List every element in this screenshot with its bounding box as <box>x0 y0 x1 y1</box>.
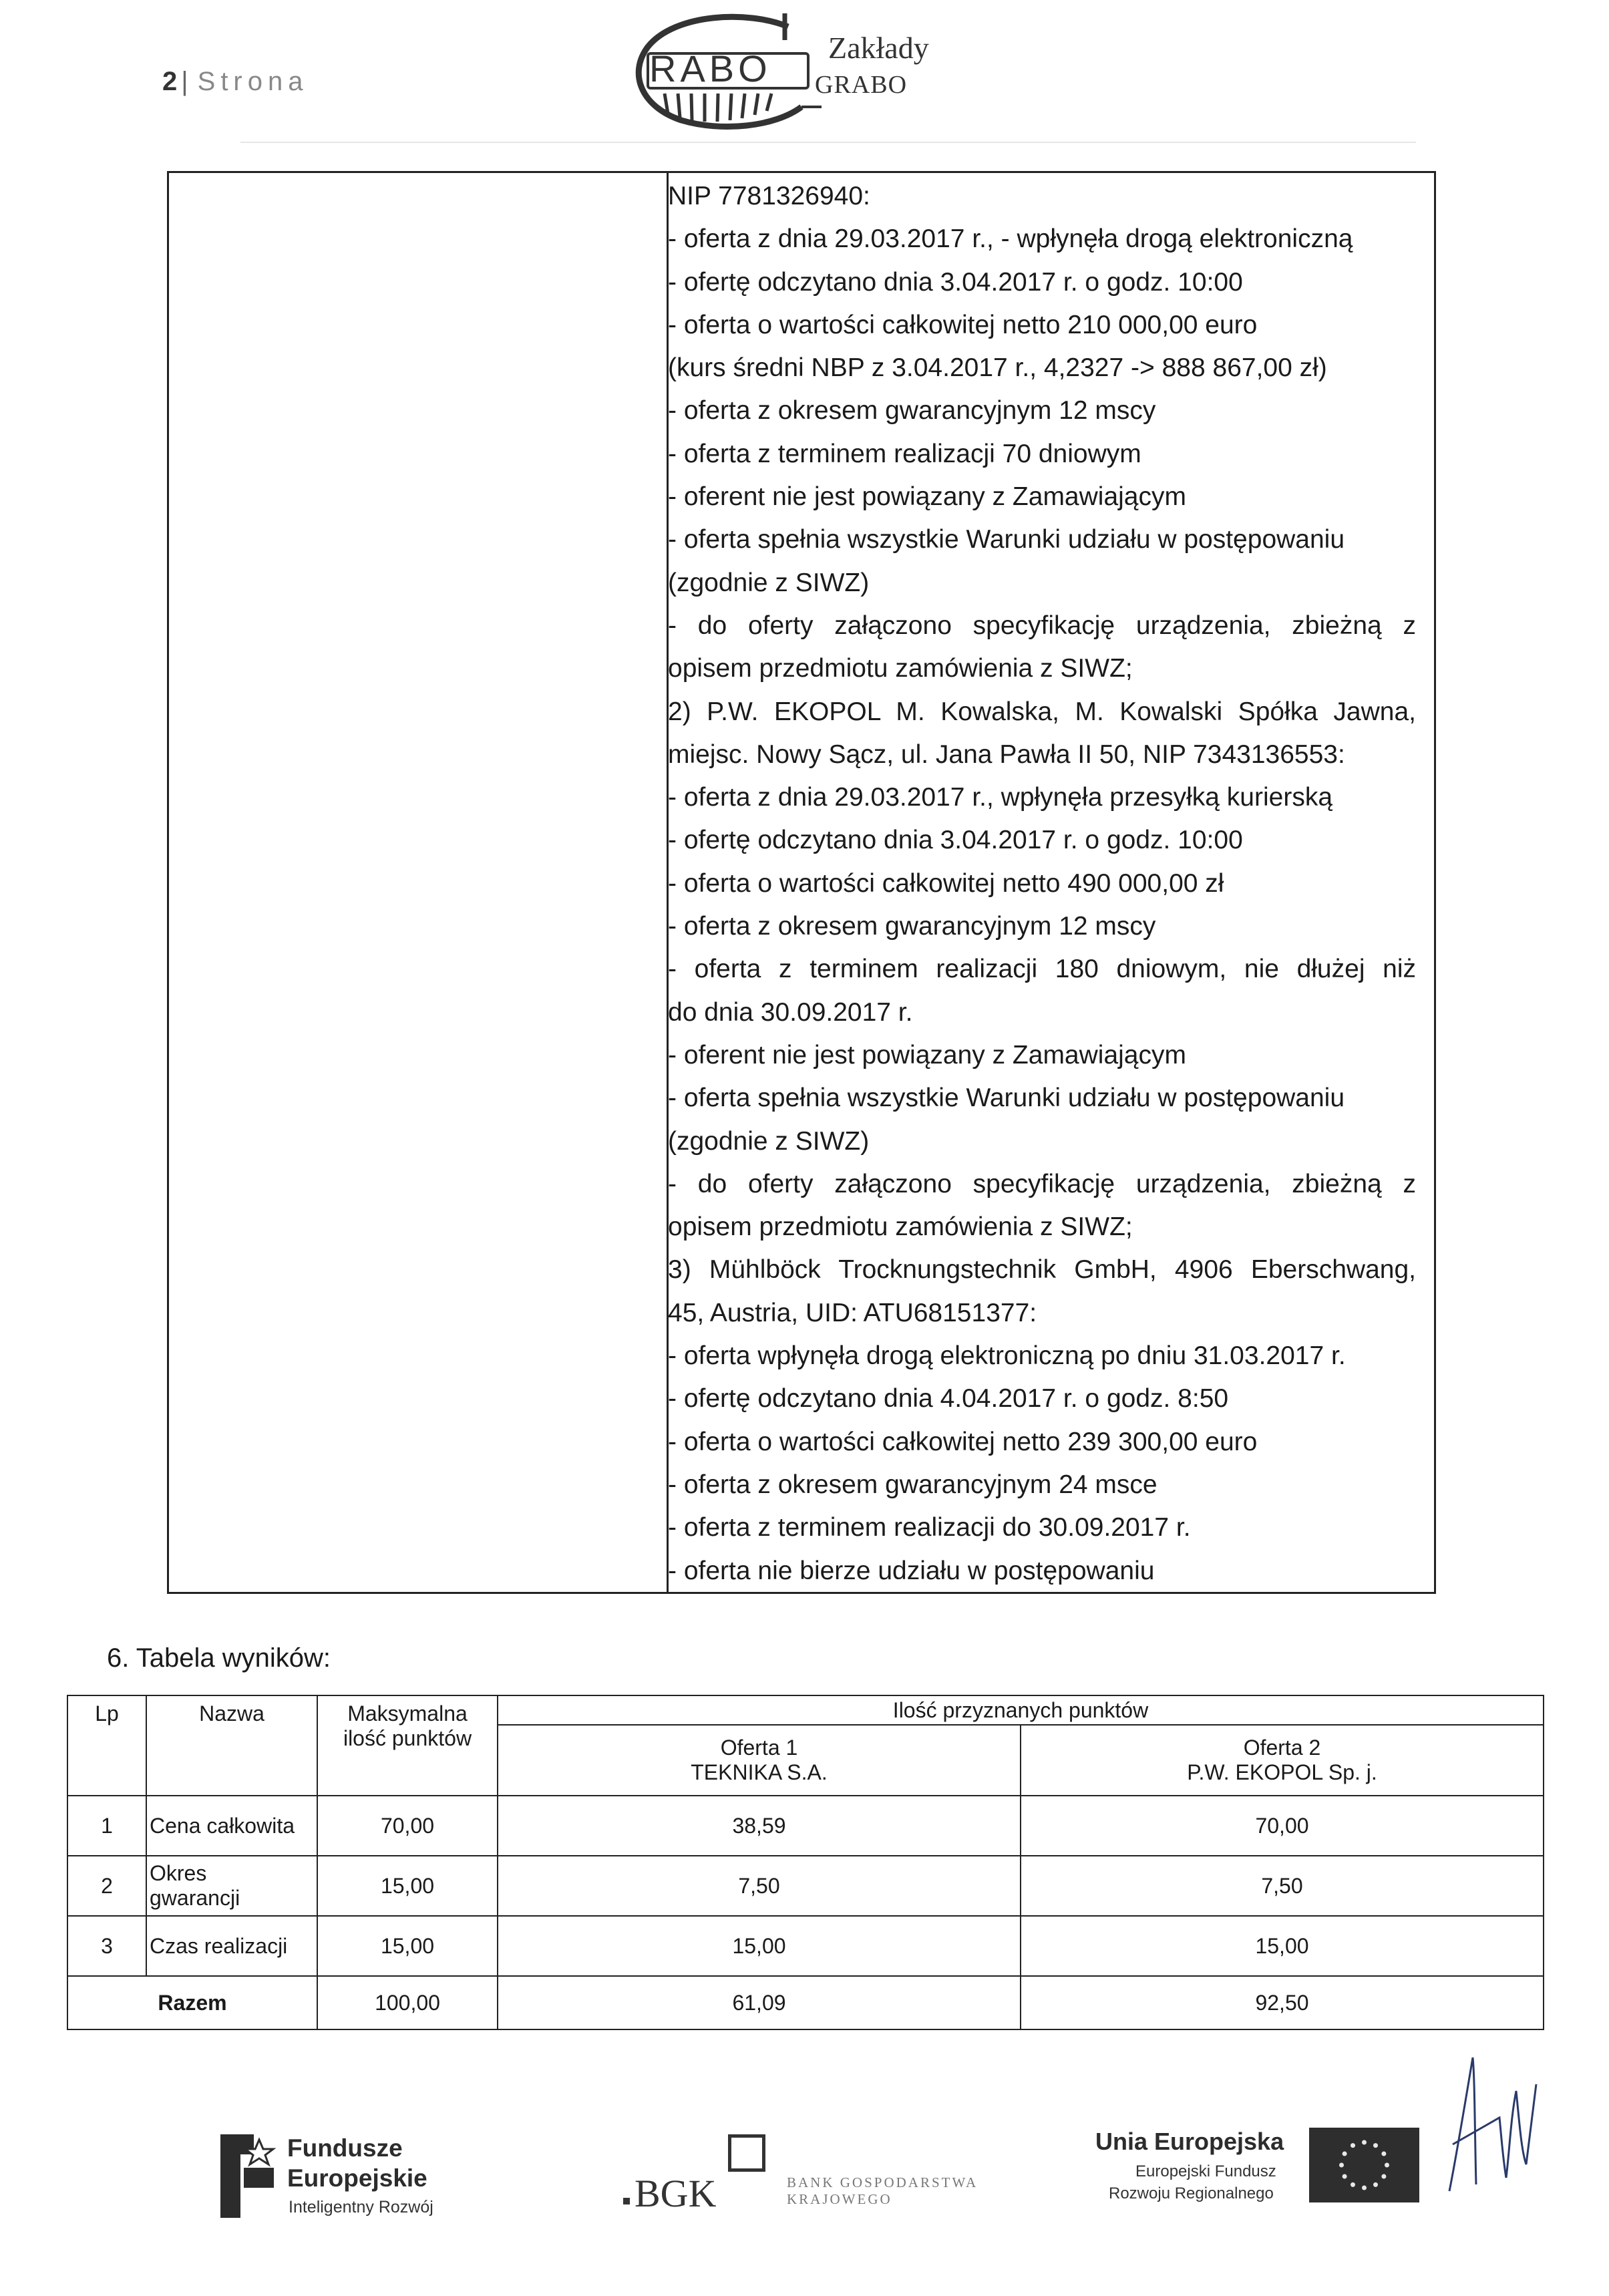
row-offer1: 7,50 <box>498 1856 1021 1916</box>
total-offer1: 61,09 <box>498 1976 1021 2029</box>
bgk-dot <box>623 2198 630 2204</box>
total-label-text: Razem <box>158 1990 227 2015</box>
eu-star-icon <box>1381 2174 1386 2179</box>
offers-line: - oferta wpłynęła drogą elektroniczną po dniu 31.03.2017 r. <box>668 1341 1346 1371</box>
section-title: 6. Tabela wyników: <box>107 1643 331 1673</box>
offer2-company: P.W. EKOPOL Sp. j. <box>1187 1760 1377 1784</box>
row-offer2: 7,50 <box>1021 1856 1544 1916</box>
row-max: 15,00 <box>317 1856 498 1916</box>
eu-title: Unia Europejska <box>1095 2128 1284 2155</box>
offers-line: opisem przedmiotu zamówienia z SIWZ; <box>668 1212 1133 1242</box>
table-row-total <box>67 1976 1544 2029</box>
offers-line: - ofertę odczytano dnia 3.04.2017 r. o godz. 10:00 <box>668 267 1243 297</box>
offers-line: - oferta z terminem realizacji do 30.09.2017 r. <box>668 1513 1191 1542</box>
bgk-name-line2: KRAJOWEGO <box>787 2191 892 2207</box>
table-row <box>67 1796 1544 1856</box>
offer2-label: Oferta 2 <box>1243 1736 1321 1760</box>
row-offer2: 70,00 <box>1021 1796 1544 1856</box>
eu-star-icon <box>1339 2163 1344 2168</box>
row-offer2: 15,00 <box>1021 1916 1544 1976</box>
offer1-company: TEKNIKA S.A. <box>691 1760 828 1784</box>
offers-line: - do oferty załączono specyfikację urządzenia, zbieżną z <box>668 1169 1416 1198</box>
eu-star-icon <box>1381 2152 1386 2156</box>
row-name: Cena całkowita <box>146 1796 317 1856</box>
row-name: Czas realizacji <box>146 1916 317 1976</box>
header-lp: Lp <box>67 1695 146 1796</box>
offers-line: - oferta o wartości całkowitej netto 490 000,00 zł <box>668 868 1224 898</box>
offers-line: - oferta z okresem gwarancyjnym 12 mscy <box>668 912 1156 941</box>
eu-star-icon <box>1362 2140 1367 2145</box>
row-lp: 3 <box>67 1916 146 1976</box>
header-offer2 <box>1021 1725 1544 1796</box>
offers-line: - oferta z okresem gwarancyjnym 12 mscy <box>668 396 1156 426</box>
logo-letters: RABO <box>649 47 771 90</box>
offers-line: - ofertę odczytano dnia 3.04.2017 r. o godz. 10:00 <box>668 826 1243 855</box>
row-name-line2: gwarancji <box>150 1886 240 1910</box>
row-offer1: 15,00 <box>498 1916 1021 1976</box>
table-row <box>67 1856 1544 1916</box>
offers-description <box>668 175 1416 1593</box>
eu-star-icon <box>1373 2143 1378 2148</box>
row-max: 15,00 <box>317 1916 498 1976</box>
header-max-points <box>317 1695 498 1796</box>
offers-line: - oferta spełnia wszystkie Warunki udziału w postępowaniu <box>668 525 1345 554</box>
eu-star-icon <box>1385 2163 1389 2168</box>
header-max-line2: ilość punktów <box>343 1726 472 1750</box>
offers-line: miejsc. Nowy Sącz, ul. Jana Pawła II 50, NIP 7343136553: <box>668 740 1345 769</box>
fe-title-line1: Fundusze <box>287 2134 403 2162</box>
bgk-square-icon <box>728 2134 765 2172</box>
eu-star-icon <box>1373 2182 1378 2187</box>
table-row <box>67 1916 1544 1976</box>
offers-line: (zgodnie z SIWZ) <box>668 1126 870 1156</box>
offers-line: - oferent nie jest powiązany z Zamawiającym <box>668 482 1186 512</box>
eu-star-icon <box>1362 2186 1367 2190</box>
bgk-name-line1: BANK GOSPODARSTWA <box>787 2174 978 2190</box>
page-number-value: 2 <box>162 67 178 96</box>
offers-line: (kurs średni NBP z 3.04.2017 r., 4,2327 -> 888 867,00 zł) <box>668 353 1327 383</box>
total-max: 100,00 <box>317 1976 498 2029</box>
offers-line: - oferta spełnia wszystkie Warunki udziału w postępowaniu <box>668 1084 1345 1113</box>
offers-line: - oferta z dnia 29.03.2017 r., wpłynęła przesyłką kurierską <box>668 783 1333 812</box>
eu-flag-icon <box>1309 2128 1419 2202</box>
row-name-line1: Okres <box>150 1861 207 1885</box>
eu-star-icon <box>1343 2174 1347 2179</box>
offers-line: (zgodnie z SIWZ) <box>668 568 870 597</box>
eu-fund-line1: Europejski Fundusz <box>1135 2162 1276 2180</box>
header-awarded-points: Ilość przyznanych punktów <box>498 1695 1544 1725</box>
eu-star-icon <box>1351 2182 1355 2187</box>
offers-line: NIP 7781326940: <box>668 182 870 210</box>
row-max: 70,00 <box>317 1796 498 1856</box>
offers-line: do dnia 30.09.2017 r. <box>668 997 913 1027</box>
signature-icon <box>1436 2037 1550 2204</box>
company-name-line2: GRABO <box>815 71 908 99</box>
offers-line: opisem przedmiotu zamówienia z SIWZ; <box>668 654 1133 683</box>
row-name <box>146 1856 317 1916</box>
results-table <box>67 1695 1543 2042</box>
offers-line: - oferta o wartości całkowitej netto 239 300,00 euro <box>668 1427 1258 1456</box>
page-number-word: Strona <box>197 67 309 96</box>
header-divider <box>240 142 1416 143</box>
eu-star-icon <box>1343 2152 1347 2156</box>
header-max-line1: Maksymalna <box>347 1701 468 1726</box>
offers-line: - oferta nie bierze udziału w postępowaniu <box>668 1556 1155 1585</box>
offers-line: - oferta z terminem realizacji 180 dniowym, nie dłużej niż <box>668 955 1416 984</box>
fundusze-europejskie-logo-icon <box>207 2128 294 2225</box>
row-lp: 2 <box>67 1856 146 1916</box>
offers-line: - oferta o wartości całkowitej netto 210 000,00 euro <box>668 310 1258 339</box>
page-number-separator: | <box>181 67 194 96</box>
offers-line: 2) P.W. EKOPOL M. Kowalska, M. Kowalski Spółka Jawna, <box>668 697 1416 726</box>
total-label <box>67 1976 317 2029</box>
offer1-label: Oferta 1 <box>720 1736 798 1760</box>
eu-fund-line2: Rozwoju Regionalnego <box>1109 2184 1274 2202</box>
offers-line: 45, Austria, UID: ATU68151377: <box>668 1298 1037 1327</box>
fe-title-line2: Europejskie <box>287 2164 427 2192</box>
offers-line: - oferta z okresem gwarancyjnym 24 msce <box>668 1470 1157 1499</box>
total-offer2: 92,50 <box>1021 1976 1544 2029</box>
offers-line: - ofertę odczytano dnia 4.04.2017 r. o godz. 8:50 <box>668 1384 1229 1414</box>
header-name: Nazwa <box>146 1695 317 1796</box>
offers-line: - oferta z dnia 29.03.2017 r., - wpłynęła drogą elektroniczną <box>668 224 1353 254</box>
offers-line: 3) Mühlböck Trocknungstechnik GmbH, 4906 Eberschwang, <box>668 1255 1416 1285</box>
offers-line: - oferent nie jest powiązany z Zamawiającym <box>668 1040 1186 1070</box>
row-offer1: 38,59 <box>498 1796 1021 1856</box>
fe-subtitle: Inteligentny Rozwój <box>289 2198 433 2217</box>
page-number <box>162 67 309 97</box>
bgk-logo-text: BGK <box>635 2172 717 2215</box>
offers-line: - oferta z terminem realizacji 70 dniowym <box>668 439 1141 468</box>
eu-star-icon <box>1351 2143 1355 2148</box>
header-offer1 <box>498 1725 1021 1796</box>
offers-line: - do oferty załączono specyfikację urządzenia, zbieżną z <box>668 611 1416 640</box>
company-name-line1: Zakłady <box>828 31 929 65</box>
row-lp: 1 <box>67 1796 146 1856</box>
